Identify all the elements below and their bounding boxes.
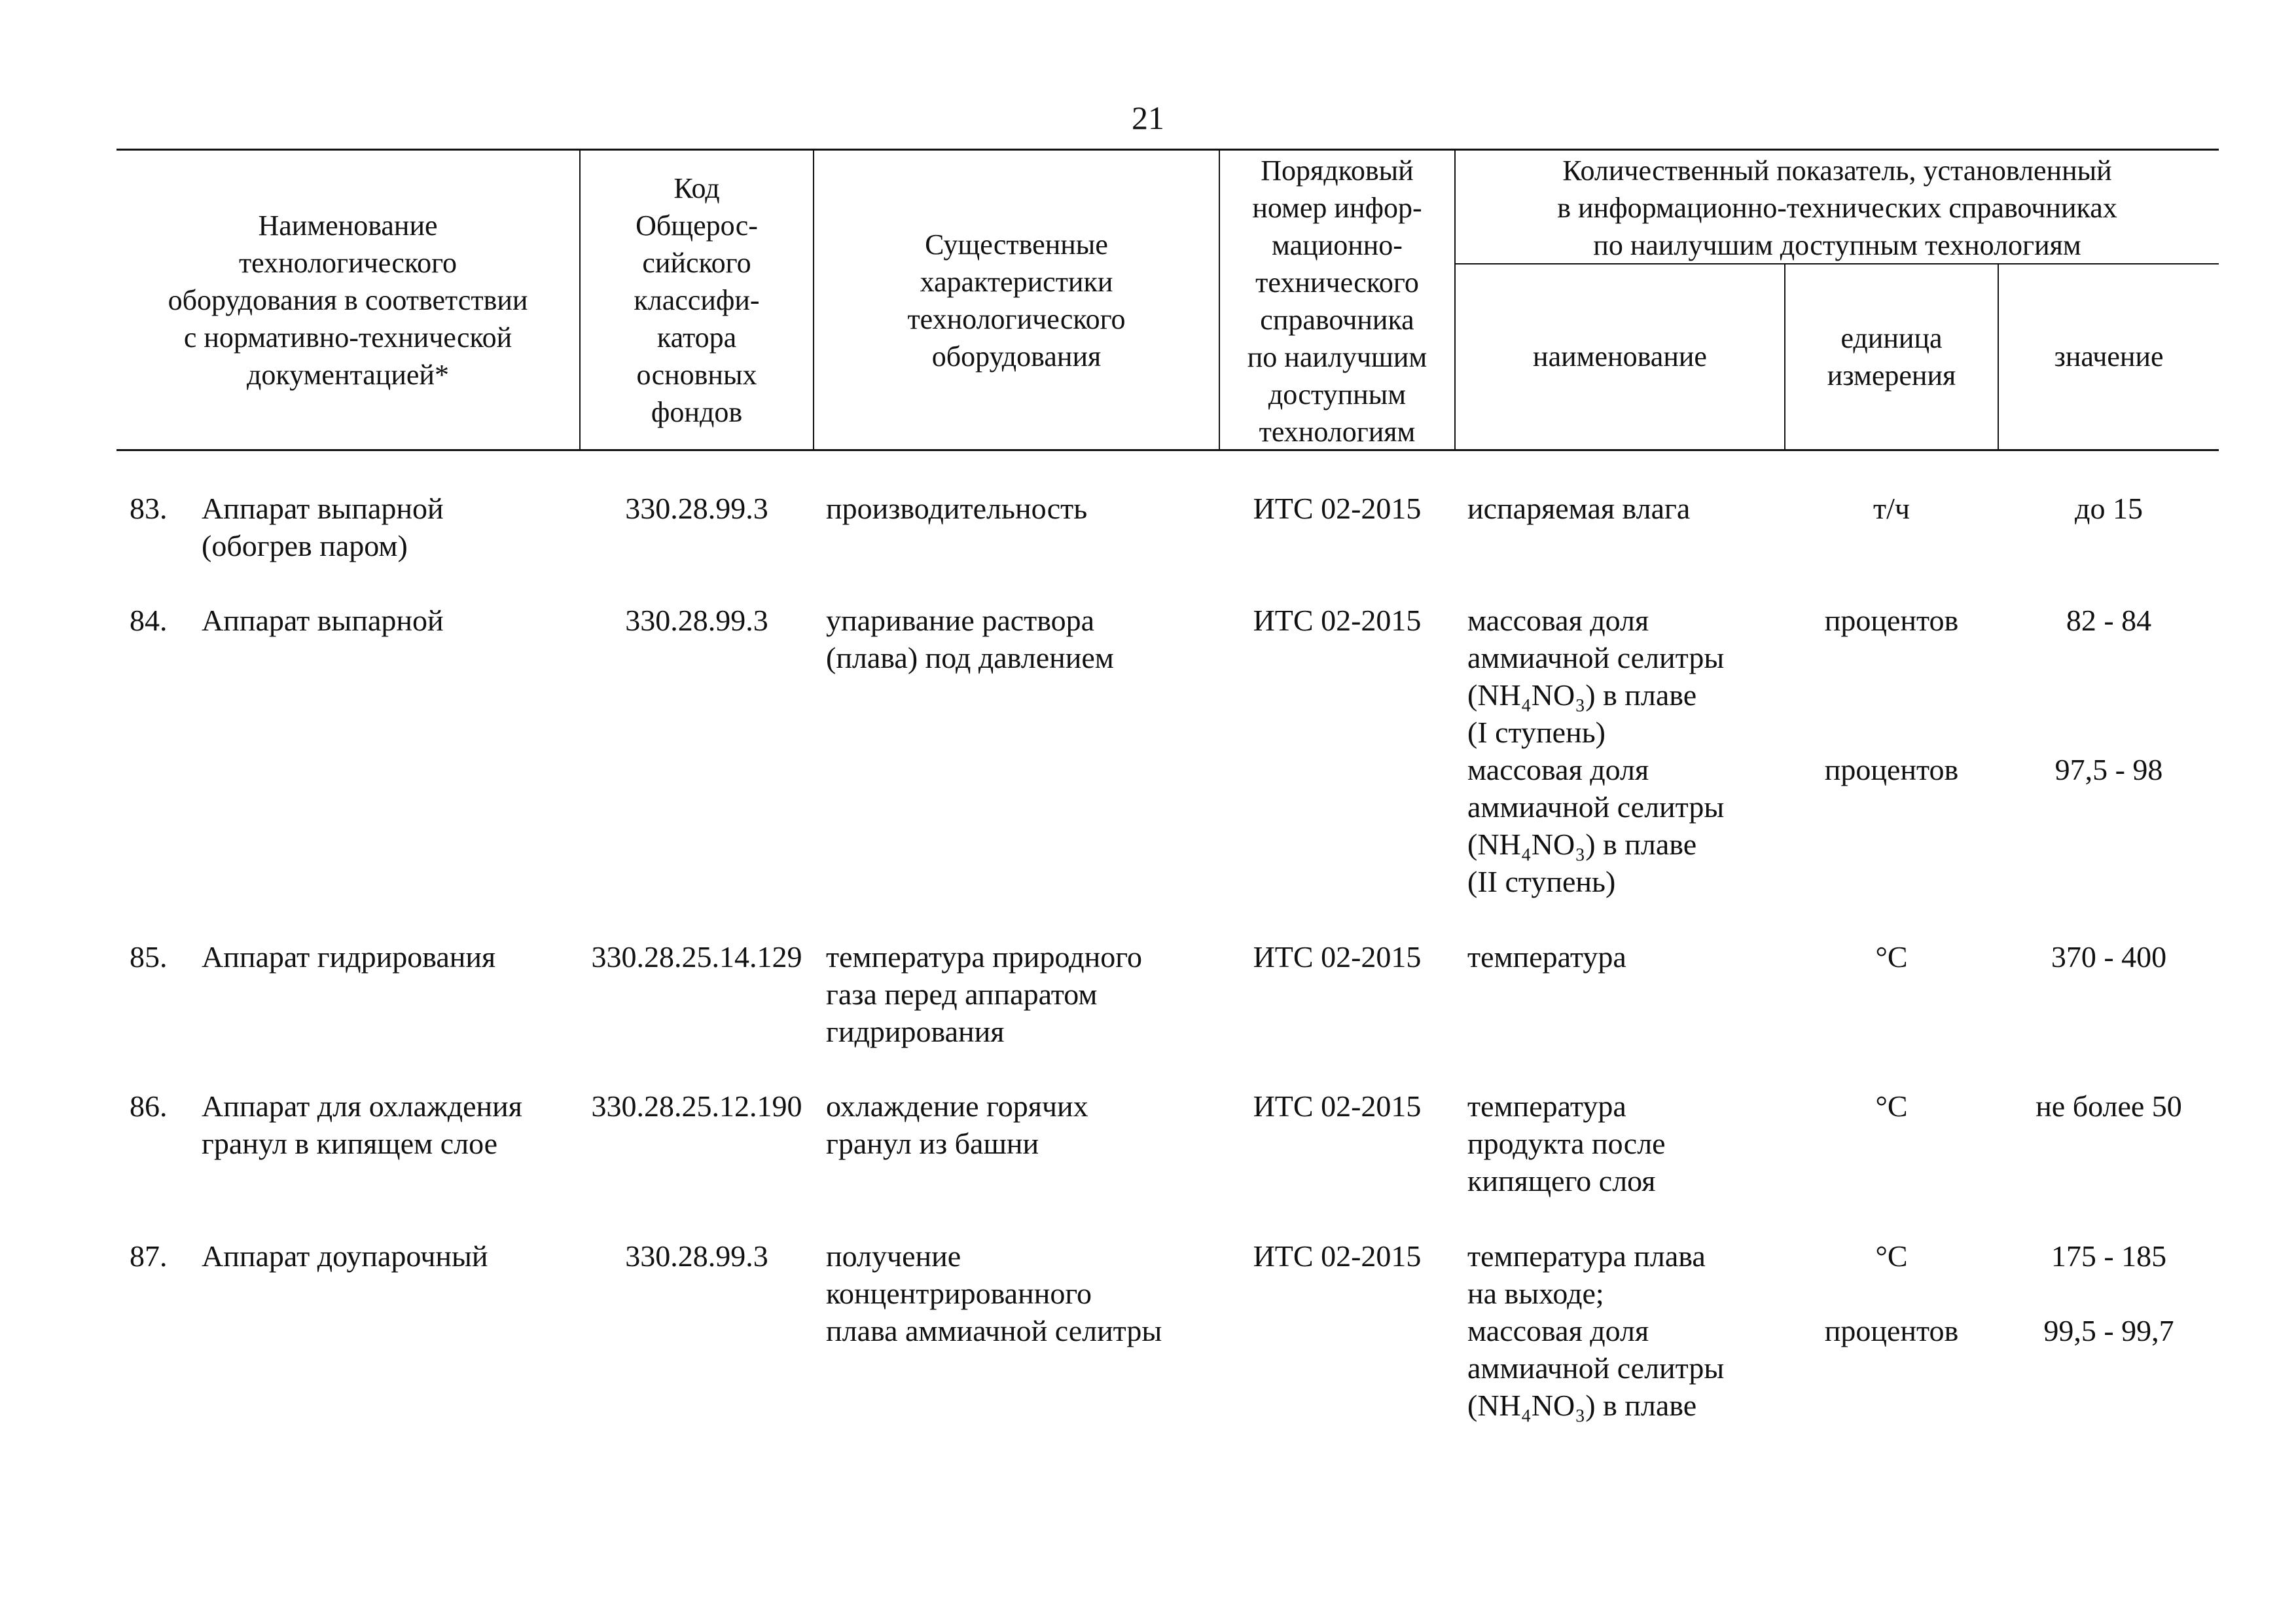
indicator-unit: °С [1875,1089,1908,1123]
indicator-name: массовая доля аммиачной селитры (NH₄NO₃) в плаве (I ступень) [1467,604,1725,749]
header-characteristics: Существенные характеристики технологического оборудования [907,228,1126,373]
header-equipment-name: Наименование технологического оборудования в соответствии с нормативно-технической документацией* [168,210,528,391]
indicator-value: 99,5 - 99,7 [2043,1314,2174,1347]
header-indicator-name: наименование [1533,340,1707,373]
indicator-name: массовая доля аммиачной селитры (NH₄NO₃) в плаве (II ступень) [1467,753,1725,898]
indicator-value: не более 50 [2036,1089,2182,1123]
page-number: 21 [1132,100,1164,136]
indicator-unit: процентов [1824,753,1959,786]
indicator-value: до 15 [2075,492,2143,525]
okof-code: 330.28.99.3 [625,1239,768,1273]
row-number: 85. [130,940,168,974]
its-reference: ИТС 02-2015 [1253,1239,1422,1273]
header-indicator-value: значение [2054,340,2164,373]
indicator-name: массовая доля аммиачной селитры (NH₄NO₃) в плаве [1467,1314,1725,1422]
indicator-unit: процентов [1824,1314,1959,1347]
okof-code: 330.28.99.3 [625,492,768,525]
characteristics: температура природного газа перед аппаратом гидрирования [826,940,1142,1048]
header-indicator-unit: единица измерения [1827,322,1956,392]
indicator-value: 82 - 84 [2066,604,2152,637]
indicator-value: 370 - 400 [2051,940,2167,974]
equipment-name: Аппарат выпарной [202,604,444,637]
indicator-unit: процентов [1824,604,1959,637]
its-reference: ИТС 02-2015 [1253,940,1422,974]
its-reference: ИТС 02-2015 [1253,604,1422,637]
indicator-name: температура [1467,940,1626,974]
indicator-name: температура плава на выходе; [1467,1239,1706,1310]
equipment-name: Аппарат доупарочный [202,1239,488,1273]
header-bottom-rule [117,449,2219,451]
okof-code: 330.28.25.12.190 [591,1089,802,1123]
okof-code: 330.28.25.14.129 [591,940,802,974]
row-number: 84. [130,604,168,637]
table-top-rule [117,149,2219,151]
header-indicator-group: Количественный показатель, установленный в информационно-технических справочниках по наилучшим доступным технологиям [1557,155,2117,261]
indicator-value: 97,5 - 98 [2054,753,2163,786]
row-number: 86. [130,1089,168,1123]
indicator-name: температура продукта после кипящего слоя [1467,1089,1666,1197]
characteristics: производительность [826,492,1088,525]
header-its-number: Порядковый номер инфор- мационно- технического справочника по наилучшим доступным технологиям [1247,155,1427,448]
equipment-name: Аппарат выпарной (обогрев паром) [202,492,444,562]
header-okof-code: Код Общерос- сийского классифи- катора основных фондов [634,172,760,428]
characteristics: получение концентрированного плава аммиачной селитры [826,1239,1162,1347]
its-reference: ИТС 02-2015 [1253,1089,1422,1123]
row-number: 87. [130,1239,168,1273]
equipment-name: Аппарат гидрирования [202,940,496,974]
row-number: 83. [130,492,168,525]
indicator-unit: т/ч [1873,492,1910,525]
indicator-unit: °С [1875,940,1908,974]
equipment-name: Аппарат для охлаждения гранул в кипящем слое [202,1089,522,1160]
indicator-name: испаряемая влага [1467,492,1691,525]
indicator-unit: °С [1875,1239,1908,1273]
characteristics: упаривание раствора (плава) под давлением [826,604,1114,674]
indicator-value: 175 - 185 [2051,1239,2167,1273]
characteristics: охлаждение горячих гранул из башни [826,1089,1088,1160]
its-reference: ИТС 02-2015 [1253,492,1422,525]
okof-code: 330.28.99.3 [625,604,768,637]
